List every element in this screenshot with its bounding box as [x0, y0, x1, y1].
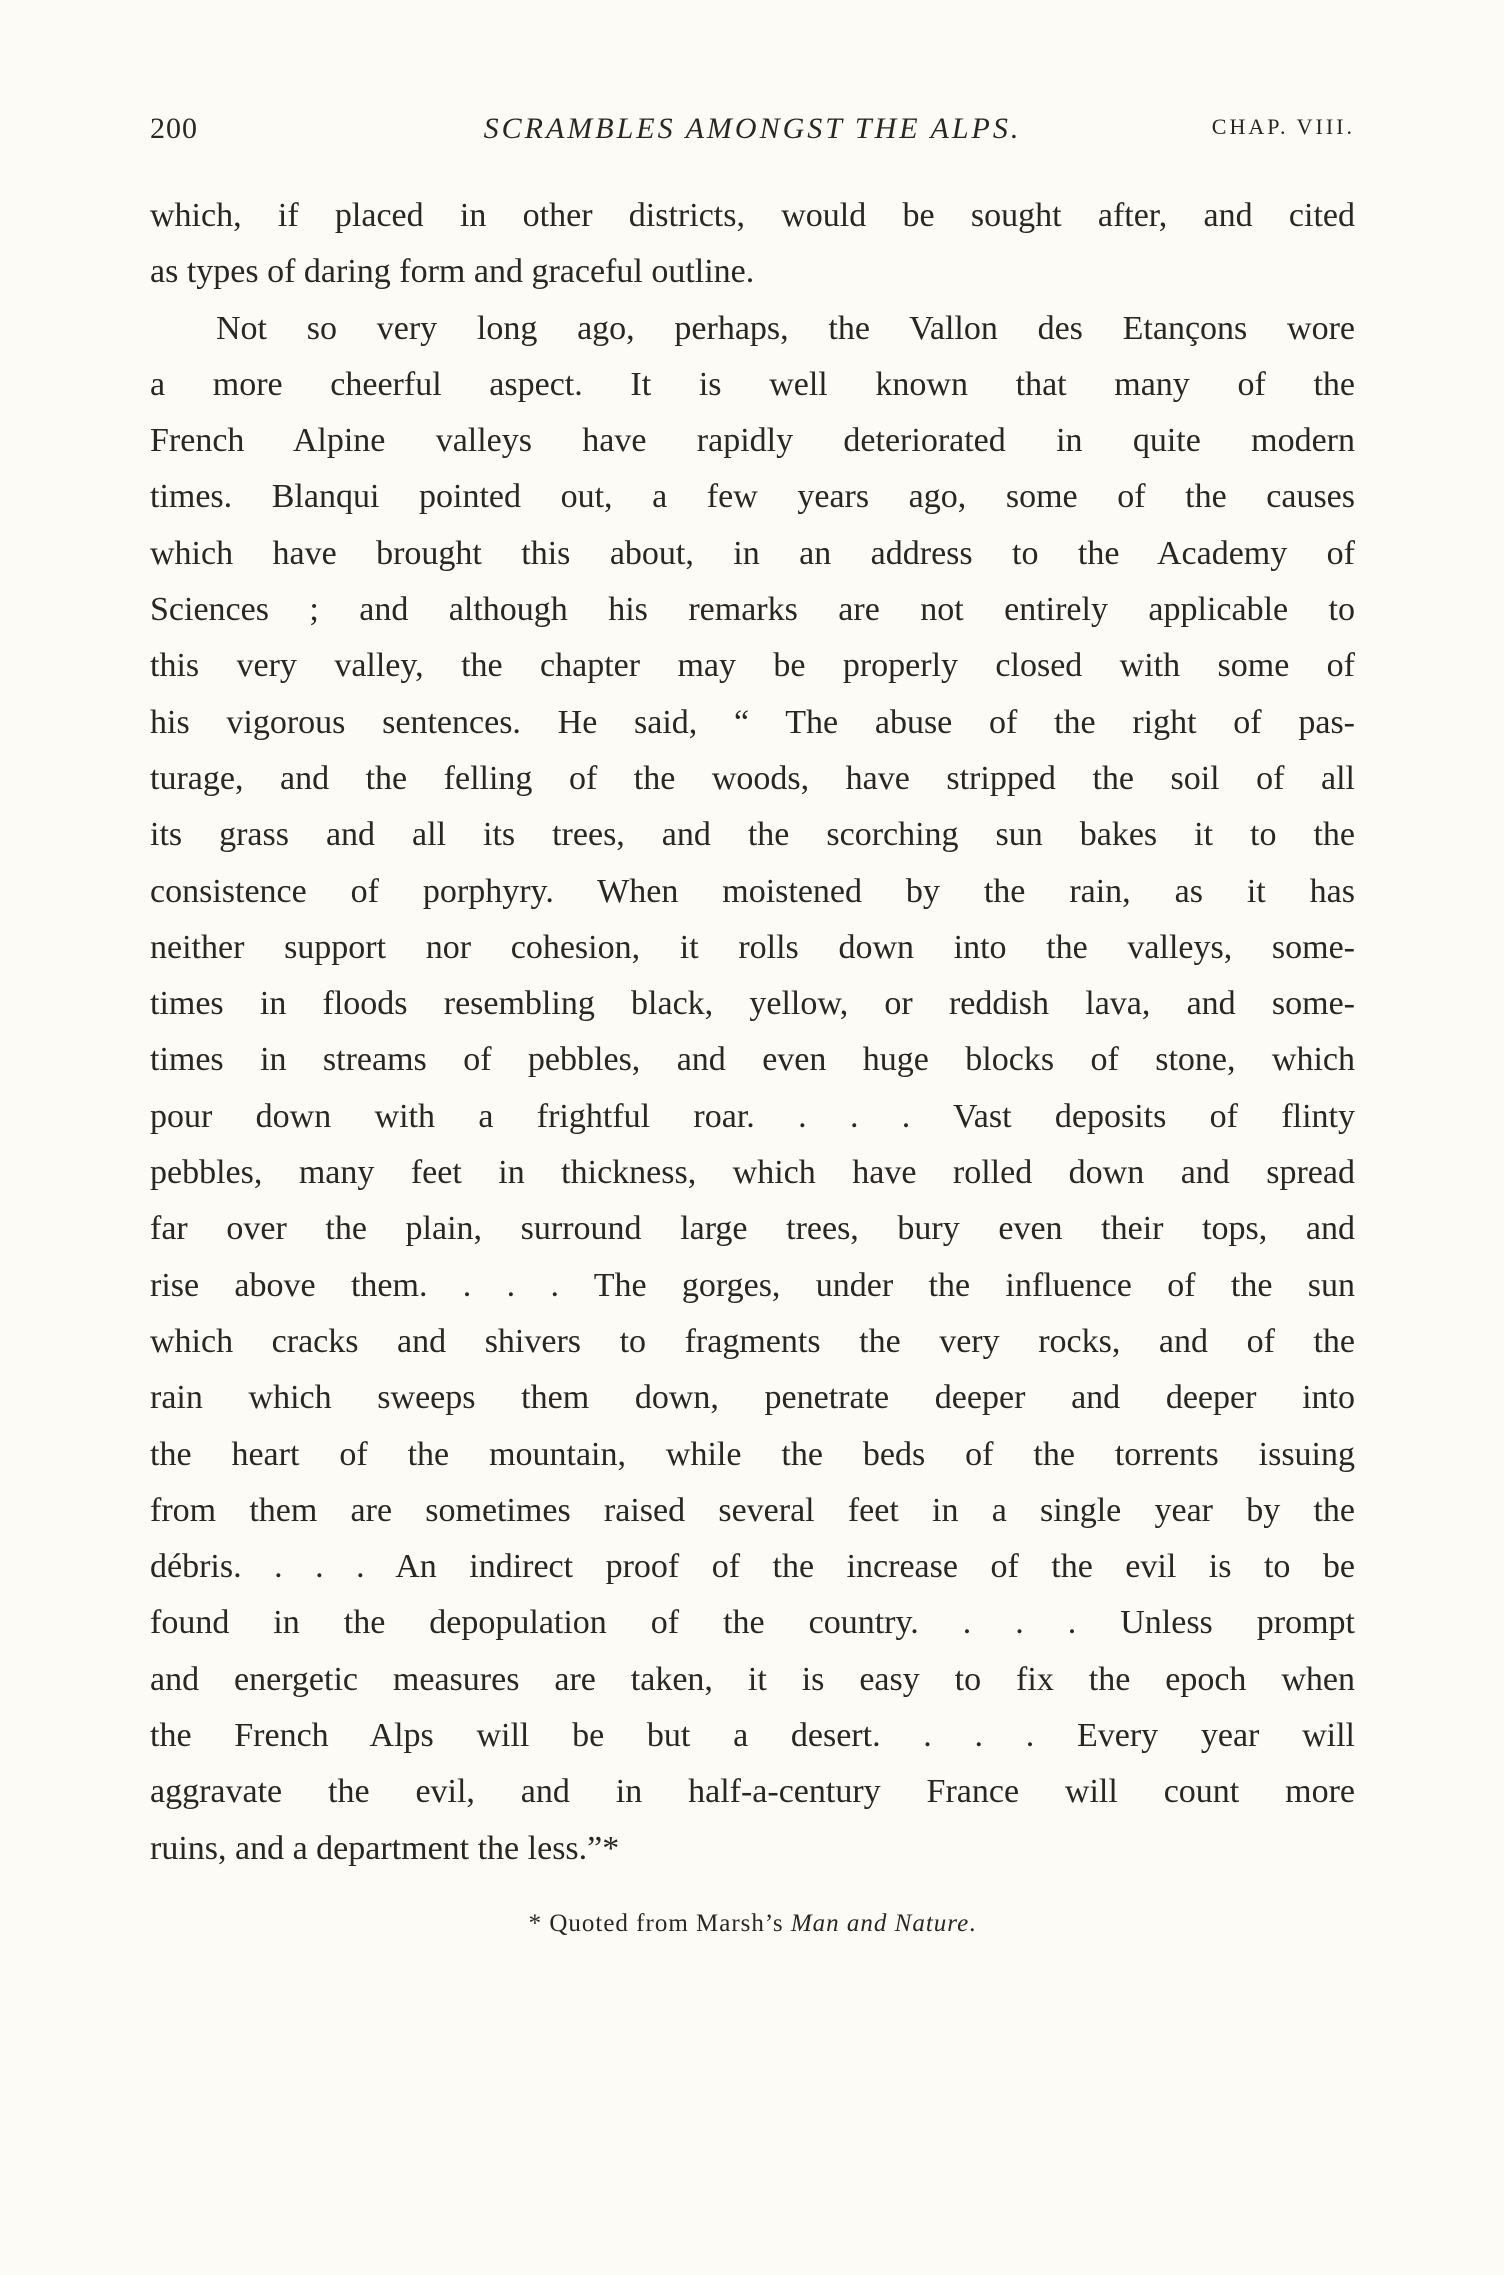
text-line: rain which sweeps them down, penetrate deeper and deeper into [150, 1379, 1355, 1417]
footnote-prefix: * Quoted from Marsh’s [528, 1910, 791, 1937]
text-line: its grass and all its trees, and the scorching sun bakes it to the [150, 816, 1355, 854]
text-line: times in floods resembling black, yellow, or reddish lava, and some- [150, 985, 1355, 1023]
running-head [150, 112, 1355, 152]
text-line: which, if placed in other districts, would be sought after, and cited [150, 197, 1355, 234]
text-line: this very valley, the chapter may be properly closed with some of [150, 647, 1355, 685]
text-line: times in streams of pebbles, and even huge blocks of stone, which [150, 1041, 1355, 1079]
footnote-suffix: . [969, 1910, 977, 1937]
page-number: 200 [150, 112, 198, 145]
footnote-title: Man and Nature [790, 1910, 970, 1937]
text-line: the French Alps will be but a desert. . . . Every year will [150, 1717, 1355, 1755]
text-line: consistence of porphyry. When moistened by the rain, as it has [150, 872, 1355, 910]
text-line: his vigorous sentences. He said, “ The abuse of the right of pas- [150, 703, 1355, 741]
text-line: pour down with a frightful roar. . . . Vast deposits of flinty [150, 1097, 1355, 1135]
text-line: the heart of the mountain, while the beds of the torrents issuing [150, 1435, 1355, 1473]
text-line: times. Blanqui pointed out, a few years ago, some of the causes [150, 478, 1355, 516]
text-line: and energetic measures are taken, it is easy to fix the epoch when [150, 1660, 1355, 1698]
text-line: débris. . . . An indirect proof of the increase of the evil is to be [150, 1548, 1355, 1586]
text-line: turage, and the felling of the woods, have stripped the soil of all [150, 759, 1355, 797]
text-line: as types of daring form and graceful outline. [150, 253, 755, 291]
footnote [150, 1910, 1355, 1938]
text-line: ruins, and a department the less.”* [150, 1829, 620, 1867]
body-text [150, 188, 1355, 1877]
text-line: Sciences ; and although his remarks are not entirely applicable to [150, 591, 1355, 629]
text-line: a more cheerful aspect. It is well known that many of the [150, 365, 1355, 403]
text-line: from them are sometimes raised several feet in a single year by the [150, 1491, 1355, 1529]
text-line: rise above them. . . . The gorges, under the influence of the sun [150, 1266, 1355, 1304]
text-line: found in the depopulation of the country. . . . Unless prompt [150, 1604, 1355, 1642]
text-line: Not so very long ago, perhaps, the Vallon des Etançons wore [216, 309, 1355, 347]
text-line: neither support nor cohesion, it rolls down into the valleys, some- [150, 928, 1355, 966]
text-line: aggravate the evil, and in half-a-century France will count more [150, 1773, 1355, 1811]
text-line: pebbles, many feet in thickness, which have rolled down and spread [150, 1154, 1355, 1192]
text-line: French Alpine valleys have rapidly deteriorated in quite modern [150, 422, 1355, 460]
text-line: which have brought this about, in an address to the Academy of [150, 534, 1355, 572]
text-line: far over the plain, surround large trees, bury even their tops, and [150, 1210, 1355, 1248]
text-line: which cracks and shivers to fragments the very rocks, and of the [150, 1322, 1355, 1360]
book-title: SCRAMBLES AMONGST THE ALPS. [483, 112, 1022, 145]
chapter-label: CHAP. VIII. [1211, 114, 1355, 139]
